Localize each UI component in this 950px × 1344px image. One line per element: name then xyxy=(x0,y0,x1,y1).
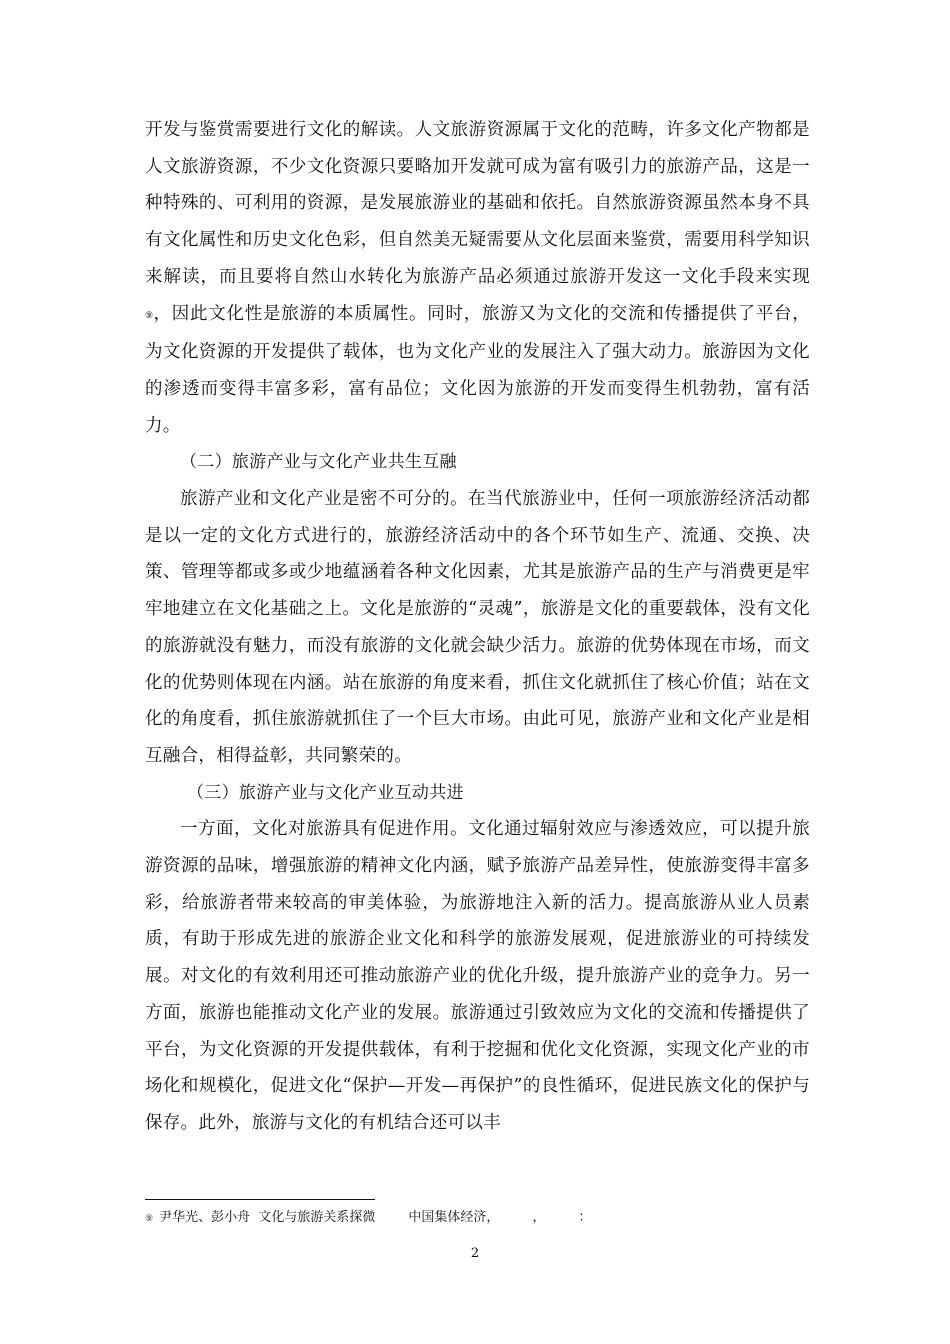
page-number: 2 xyxy=(470,1246,480,1261)
footnote-divider xyxy=(145,1199,375,1200)
footnote xyxy=(145,1209,805,1228)
paragraph-text: 开发与鉴赏需要进行文化的解读。人文旅游资源属于文化的范畴，许多文化产物都是人文旅游资源，不少文化资源只要略加开发就可成为富有吸引力的旅游产品，这是一种特殊的、可利用的资源，是发展旅游业的基础和依托。自然旅游资源虽然本身不具有文化属性和历史文化色彩，但自然美无疑需要从文化层面来鉴赏，需要用科学知识来解读，而且要将自然山水转化为旅游产品必须通过旅游开发这一文化手段来实现 xyxy=(145,120,810,287)
body-text xyxy=(145,112,810,1142)
section-heading-2: （二）旅游产业与文化产业共生互融 xyxy=(180,452,457,473)
paragraph: 旅游产业和文化产业是密不可分的。在当代旅游业中，任何一项旅游经济活动都是以一定的文化方式进行的，旅游经济活动中的各个环节如生产、流通、交换、决策、管理等都或多或少地蕴涵着各种文化因素，尤其是旅游产品的生产与消费更是牢牢地建立在文化基础之上。文化是旅游的“灵魂”，旅游是文化的重要载体，没有文化的旅游就没有魅力，而没有旅游的文化就会缺少活力。旅游的优势体现在市场，而文化的优势则体现在内涵。站在旅游的角度来看，抓住文化就抓住了核心价值；站在文化的角度看，抓住旅游就抓住了一个巨大市场。由此可见，旅游产业和文化产业是相互融合，相得益彰，共同繁荣的。 xyxy=(145,489,810,766)
footnote-text: 尹华光、彭小舟 文化与旅游关系探微 中国集体经济， ， ： xyxy=(159,1210,592,1225)
footnote-reference[interactable]: ⑨ xyxy=(145,310,154,321)
paragraph: 一方面，文化对旅游具有促进作用。文化通过辐射效应与渗透效应，可以提升旅游资源的品味，增强旅游的精神文化内涵，赋予旅游产品差异性，使旅游变得丰富多彩，给旅游者带来较高的审美体验，为旅游地注入新的活力。提高旅游从业人员素质，有助于形成先进的旅游企业文化和科学的旅游发展观，促进旅游业的可持续发展。对文化的有效利用还可推动旅游产业的优化升级，提升旅游产业的竞争力。另一方面，旅游也能推动文化产业的发展。旅游通过引致效应为文化的交流和传播提供了平台，为文化资源的开发提供载体，有利于挖掘和优化文化资源，实现文化产业的市场化和规模化，促进文化“保护—开发—再保护”的良性循环，促进民族文化的保护与保存。此外，旅游与文化的有机结合还可以丰 xyxy=(145,819,810,1133)
footnote-mark: ⑨ xyxy=(145,1214,154,1224)
paragraph-text-rest: ，因此文化性是旅游的本质属性。同时，旅游又为文化的交流和传播提供了平台，为文化资源的开发提供了载体，也为文化产业的发展注入了强大动力。旅游因为文化的渗透而变得丰富多彩，富有品位；文化因为旅游的开发而变得生机勃勃，富有活力。 xyxy=(145,303,811,436)
section-heading-3: （三）旅游产业与文化产业互动共进 xyxy=(187,782,464,803)
paragraph-continued xyxy=(145,112,810,444)
